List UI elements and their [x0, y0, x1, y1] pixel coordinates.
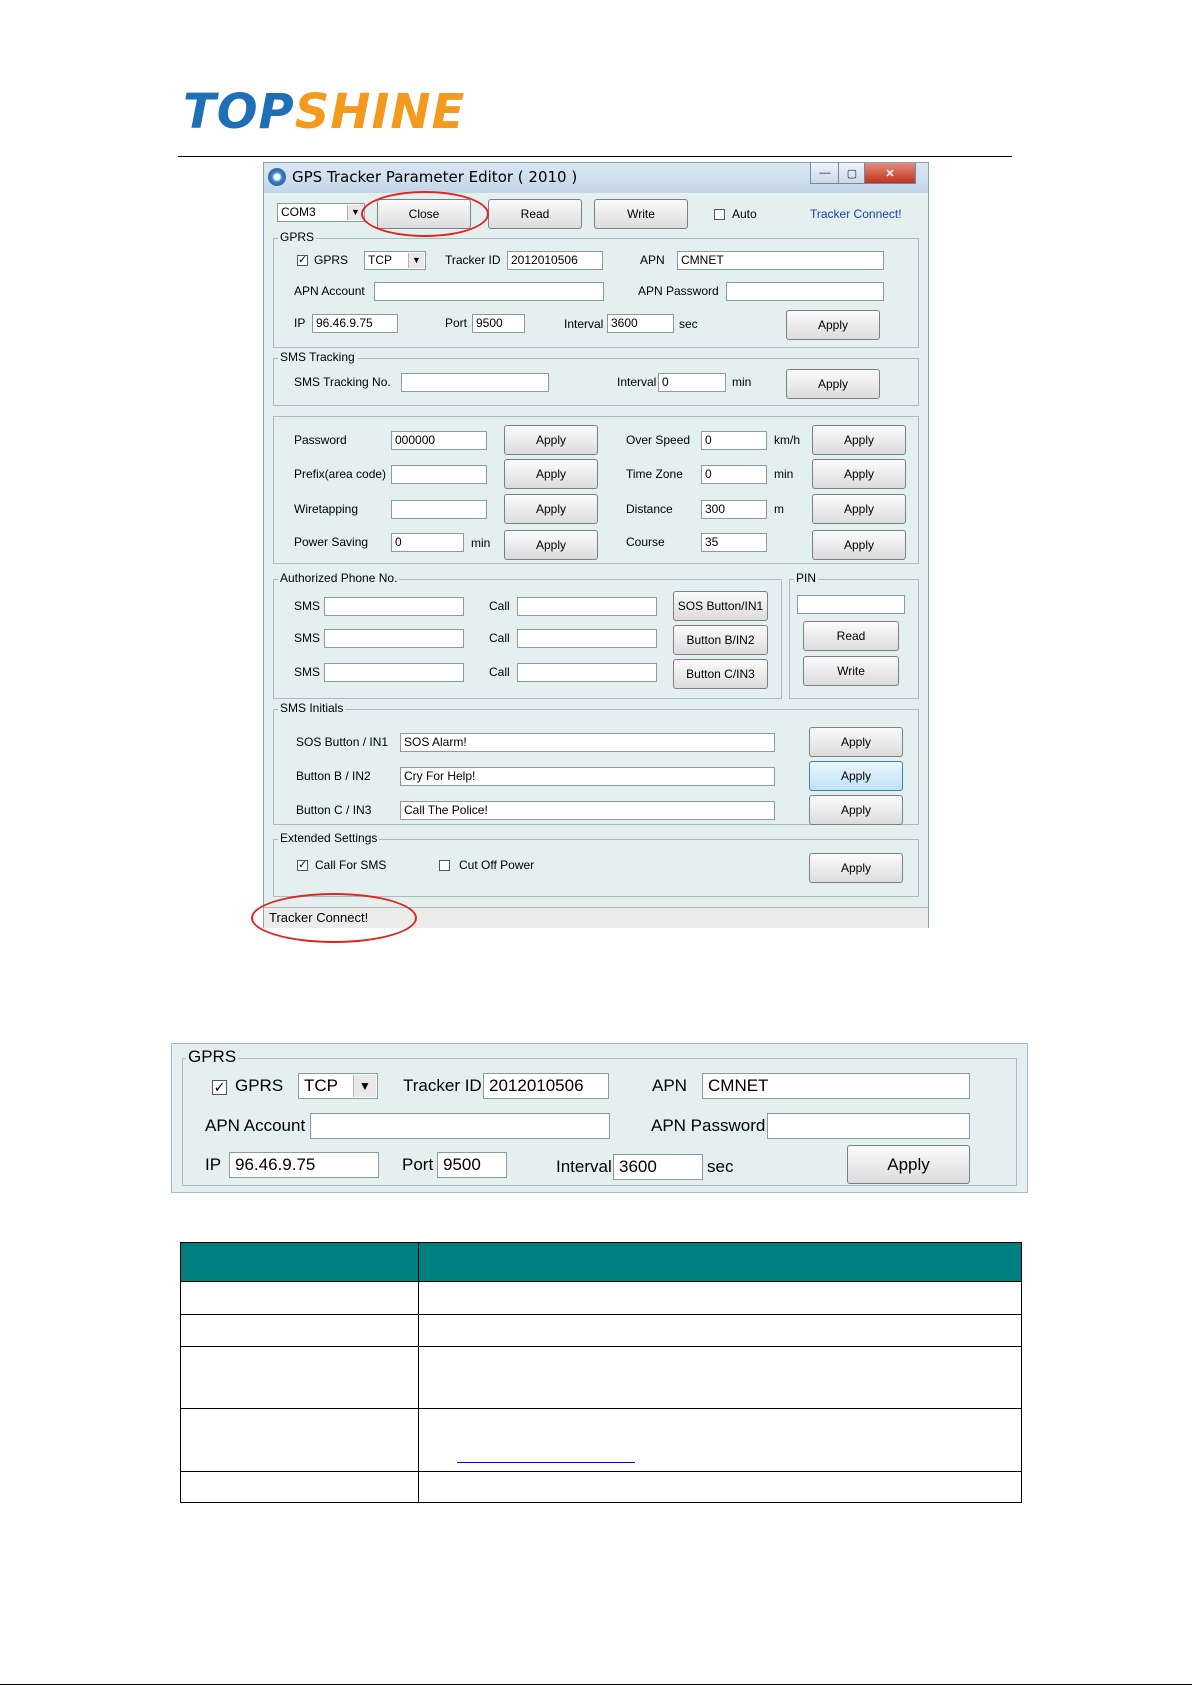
- power-saving-label: Power Saving: [294, 535, 369, 549]
- sms-tracking-title: SMS Tracking: [280, 350, 355, 364]
- cut-off-power-checkbox[interactable]: [439, 860, 450, 871]
- sms-tracking-number-label: SMS Tracking No.: [294, 375, 391, 389]
- gprs-label: GPRS: [314, 253, 349, 267]
- gprs-zoom-apn-password-input[interactable]: [767, 1113, 970, 1139]
- ip-input[interactable]: 96.46.9.75: [312, 314, 398, 333]
- gprs-zoom-apn-input[interactable]: CMNET: [702, 1073, 970, 1099]
- gprs-zoomed-view: [171, 1043, 1028, 1193]
- status-bar-highlight-ring: [251, 893, 417, 943]
- time-zone-apply-button[interactable]: Apply: [812, 459, 906, 489]
- sos-initial-input[interactable]: SOS Alarm!: [400, 733, 775, 752]
- authorized-phone-title: Authorized Phone No.: [280, 571, 398, 585]
- distance-unit: m: [774, 502, 784, 516]
- gprs-zoom-apn-account-label: APN Account: [205, 1116, 306, 1135]
- power-saving-input[interactable]: 0: [391, 533, 464, 552]
- call-for-sms-checkbox[interactable]: ✓: [298, 859, 308, 871]
- close-window-icon[interactable]: ✕: [864, 163, 916, 184]
- c-initial-label: Button C / IN3: [296, 803, 372, 817]
- logo-part-top: TOP: [183, 84, 295, 140]
- sms-label-2: SMS: [294, 631, 321, 645]
- over-speed-input[interactable]: 0: [701, 431, 767, 450]
- gprs-zoom-interval-label: Interval: [556, 1157, 612, 1176]
- b-initial-apply-button[interactable]: Apply: [809, 761, 903, 791]
- sos-initial-apply-button[interactable]: Apply: [809, 727, 903, 757]
- gprs-interval-label: Interval: [564, 317, 604, 331]
- chevron-down-icon[interactable]: ▼: [347, 205, 363, 220]
- c-initial-apply-button[interactable]: Apply: [809, 795, 903, 825]
- gprs-zoom-title: GPRS: [188, 1047, 237, 1066]
- call-number-input-1[interactable]: [517, 597, 657, 616]
- sms-interval-label: Interval: [617, 375, 657, 389]
- gprs-zoom-port-input[interactable]: 9500: [437, 1152, 507, 1178]
- b-initial-label: Button B / IN2: [296, 769, 371, 783]
- over-speed-label: Over Speed: [626, 433, 691, 447]
- gprs-zoom-ip-label: IP: [205, 1155, 222, 1174]
- table-row: [181, 1282, 1022, 1315]
- title-bar: [264, 163, 928, 193]
- cut-off-power-label: Cut Off Power: [459, 858, 535, 872]
- table-cell: [181, 1472, 419, 1503]
- course-label: Course: [626, 535, 665, 549]
- password-apply-button[interactable]: Apply: [504, 425, 598, 455]
- course-input[interactable]: 35: [701, 533, 767, 552]
- com-port-value: COM3: [281, 205, 316, 219]
- button-c-in3[interactable]: Button C/IN3: [673, 659, 768, 689]
- password-label: Password: [294, 433, 347, 447]
- protocol-select[interactable]: [364, 251, 426, 270]
- time-zone-unit: min: [774, 467, 794, 481]
- link-underline[interactable]: [457, 1462, 635, 1463]
- gprs-zoom-interval-input[interactable]: 3600: [613, 1154, 703, 1180]
- tracker-id-input[interactable]: 2012010506: [507, 251, 603, 270]
- table-cell: [419, 1409, 1022, 1472]
- table-header-cell: [419, 1243, 1022, 1282]
- gprs-zoom-protocol-value: TCP: [304, 1076, 338, 1095]
- table-row: [181, 1347, 1022, 1409]
- time-zone-label: Time Zone: [626, 467, 683, 481]
- status-bar-text: Tracker Connect!: [269, 910, 369, 925]
- sms-number-input-1[interactable]: [324, 597, 464, 616]
- sms-number-input-3[interactable]: [324, 663, 464, 682]
- course-apply-button[interactable]: Apply: [812, 530, 906, 560]
- wiretapping-input[interactable]: [391, 500, 487, 519]
- chevron-down-icon[interactable]: ▼: [353, 1075, 376, 1097]
- gprs-zoom-apply-button[interactable]: Apply: [847, 1145, 970, 1184]
- sms-number-input-2[interactable]: [324, 629, 464, 648]
- header-divider: [178, 156, 1012, 157]
- table-cell: [181, 1315, 419, 1347]
- gprs-interval-unit: sec: [679, 317, 698, 331]
- ip-label: IP: [294, 316, 306, 330]
- auto-label: Auto: [732, 207, 757, 221]
- parameter-description-table: [180, 1242, 1022, 1503]
- com-port-select[interactable]: [277, 203, 365, 222]
- b-initial-input[interactable]: Cry For Help!: [400, 767, 775, 786]
- chevron-down-icon[interactable]: ▼: [408, 253, 424, 268]
- port-label: Port: [445, 316, 468, 330]
- gprs-zoom-ip-input[interactable]: 96.46.9.75: [229, 1152, 379, 1178]
- gprs-zoom-apn-password-label: APN Password: [651, 1116, 766, 1135]
- apn-password-input[interactable]: [726, 282, 884, 301]
- sos-button-in1[interactable]: SOS Button/IN1: [673, 591, 768, 621]
- connection-status-text: Tracker Connect!: [810, 207, 902, 221]
- table-row: [181, 1315, 1022, 1347]
- apn-input[interactable]: CMNET: [677, 251, 884, 270]
- gprs-zoom-tracker-id-input[interactable]: 2012010506: [483, 1073, 609, 1099]
- time-zone-input[interactable]: 0: [701, 465, 767, 484]
- power-saving-apply-button[interactable]: Apply: [504, 530, 598, 560]
- auto-checkbox[interactable]: [714, 209, 725, 220]
- extended-apply-button[interactable]: Apply: [809, 853, 903, 883]
- table-header-cell: [181, 1243, 419, 1282]
- apn-account-input[interactable]: [374, 282, 604, 301]
- gprs-zoom-port-label: Port: [402, 1155, 434, 1174]
- table-row: [181, 1472, 1022, 1503]
- gprs-checkbox[interactable]: ✓: [298, 254, 308, 266]
- close-button-highlight-ring: [361, 191, 489, 237]
- window-title: GPS Tracker Parameter Editor ( 2010 ): [292, 168, 578, 186]
- call-number-input-3[interactable]: [517, 663, 657, 682]
- gprs-zoom-apn-label: APN: [652, 1076, 687, 1095]
- table-header-row: [181, 1243, 1022, 1282]
- table-cell: [419, 1347, 1022, 1409]
- password-input[interactable]: 000000: [391, 431, 487, 450]
- distance-input[interactable]: 300: [701, 500, 767, 519]
- topshine-logo: [183, 84, 465, 144]
- distance-apply-button[interactable]: Apply: [812, 494, 906, 524]
- maximize-icon[interactable]: ▢: [838, 163, 866, 184]
- gprs-zoom-label: GPRS: [235, 1076, 284, 1095]
- table-cell: [181, 1409, 419, 1472]
- sms-interval-input[interactable]: 0: [658, 373, 726, 392]
- gprs-zoom-interval-unit: sec: [707, 1157, 734, 1176]
- wiretapping-label: Wiretapping: [294, 502, 359, 516]
- sms-label-3: SMS: [294, 665, 321, 679]
- table-cell: [419, 1282, 1022, 1315]
- table-row: [181, 1409, 1022, 1472]
- minimize-icon[interactable]: —: [810, 163, 840, 184]
- pin-read-button[interactable]: Read: [803, 621, 899, 651]
- prefix-label: Prefix(area code): [294, 467, 387, 481]
- call-number-input-2[interactable]: [517, 629, 657, 648]
- sms-interval-unit: min: [732, 375, 752, 389]
- port-input[interactable]: 9500: [472, 314, 525, 333]
- extended-settings-title: Extended Settings: [280, 831, 378, 845]
- read-button[interactable]: Read: [488, 199, 582, 229]
- call-label-3: Call: [489, 665, 510, 679]
- sms-initials-title: SMS Initials: [280, 701, 344, 715]
- sms-tracking-number-input[interactable]: [401, 373, 549, 392]
- logo-part-shine: SHINE: [294, 84, 466, 140]
- close-port-button[interactable]: Close: [377, 199, 471, 229]
- gprs-zoom-checkbox[interactable]: ✓: [213, 1079, 226, 1095]
- table-cell: [419, 1315, 1022, 1347]
- prefix-input[interactable]: [391, 465, 487, 484]
- power-saving-unit: min: [471, 536, 491, 550]
- button-b-in2[interactable]: Button B/IN2: [673, 625, 768, 655]
- distance-label: Distance: [626, 502, 673, 516]
- parameter-editor-window: [263, 162, 929, 928]
- pin-title: PIN: [796, 571, 817, 585]
- tracker-id-label: Tracker ID: [445, 253, 501, 267]
- protocol-value: TCP: [368, 253, 392, 267]
- sos-initial-label: SOS Button / IN1: [296, 735, 389, 749]
- gprs-zoom-apn-account-input[interactable]: [310, 1113, 610, 1139]
- gprs-zoom-protocol-select[interactable]: [298, 1073, 378, 1099]
- apn-label: APN: [640, 253, 665, 267]
- write-button[interactable]: Write: [594, 199, 688, 229]
- gprs-interval-input[interactable]: 3600: [607, 314, 674, 333]
- app-gear-icon: [268, 168, 286, 186]
- gprs-zoom-tracker-id-label: Tracker ID: [403, 1076, 482, 1095]
- wiretapping-apply-button[interactable]: Apply: [504, 494, 598, 524]
- sms-label-1: SMS: [294, 599, 321, 613]
- apn-account-label: APN Account: [294, 284, 365, 298]
- apn-password-label: APN Password: [638, 284, 719, 298]
- call-for-sms-label: Call For SMS: [315, 858, 387, 872]
- sms-tracking-apply-button[interactable]: Apply: [786, 369, 880, 399]
- over-speed-apply-button[interactable]: Apply: [812, 425, 906, 455]
- call-label-1: Call: [489, 599, 510, 613]
- pin-write-button[interactable]: Write: [803, 656, 899, 686]
- gprs-group-title: GPRS: [280, 230, 315, 244]
- over-speed-unit: km/h: [774, 433, 801, 447]
- pin-input[interactable]: [797, 595, 905, 614]
- client-area: [264, 193, 928, 907]
- c-initial-input[interactable]: Call The Police!: [400, 801, 775, 820]
- prefix-apply-button[interactable]: Apply: [504, 459, 598, 489]
- table-cell: [181, 1347, 419, 1409]
- table-cell: [419, 1472, 1022, 1503]
- table-cell: [181, 1282, 419, 1315]
- gprs-apply-button[interactable]: Apply: [786, 310, 880, 340]
- call-label-2: Call: [489, 631, 510, 645]
